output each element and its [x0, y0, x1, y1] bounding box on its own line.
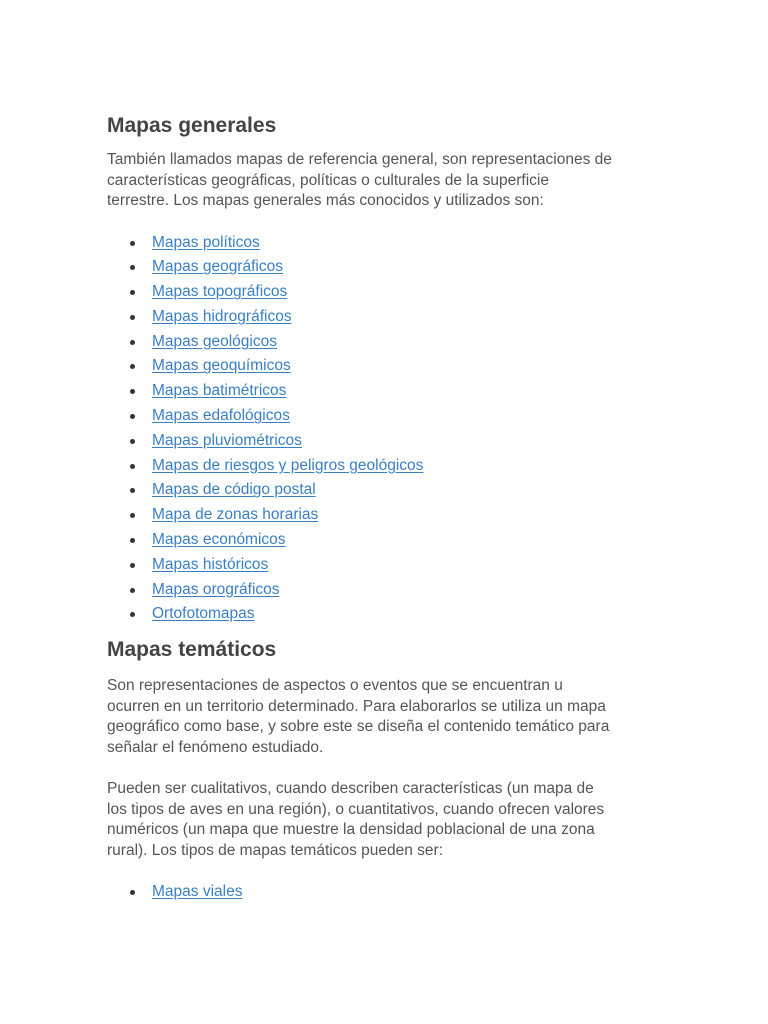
list-item: [107, 578, 667, 603]
paragraph-line: Son representaciones de aspectos o eventos que se encuentran u: [107, 677, 563, 695]
link-mapas-geoquimicos[interactable]: Mapas geoquímicos: [152, 357, 291, 375]
bullet-icon: [130, 588, 135, 593]
bullet-icon: [130, 464, 135, 469]
bullet-icon: [130, 241, 135, 246]
link-mapas-riesgos-geologicos[interactable]: Mapas de riesgos y peligros geológicos: [152, 456, 424, 474]
link-mapas-codigo-postal[interactable]: Mapas de código postal: [152, 481, 316, 499]
link-mapas-orograficos[interactable]: Mapas orográficos: [152, 580, 280, 598]
list-mapas-generales: [107, 231, 667, 628]
list-item: [107, 429, 667, 454]
link-mapas-politicos[interactable]: Mapas políticos: [152, 233, 260, 251]
list-item: [107, 255, 667, 280]
bullet-icon: [130, 364, 135, 369]
bullet-icon: [130, 265, 135, 270]
list-item: [107, 528, 667, 553]
link-mapas-geograficos[interactable]: Mapas geográficos: [152, 258, 283, 276]
link-mapas-pluviometricos[interactable]: Mapas pluviométricos: [152, 431, 302, 449]
list-item: [107, 379, 667, 404]
bullet-icon: [130, 488, 135, 493]
bullet-icon: [130, 439, 135, 444]
paragraph-line: También llamados mapas de referencia general, son representaciones de: [107, 151, 612, 168]
list-item: [107, 231, 667, 256]
paragraph-line: terrestre. Los mapas generales más conocidos y utilizados son:: [107, 192, 544, 209]
bullet-icon: [130, 340, 135, 345]
bullet-icon: [130, 290, 135, 295]
section-title-mapas-generales: Mapas generales: [107, 114, 277, 137]
bullet-icon: [130, 513, 135, 518]
link-mapas-edafologicos[interactable]: Mapas edafológicos: [152, 407, 290, 425]
list-item: [107, 478, 667, 503]
list-item: [107, 880, 667, 905]
list-item: [107, 305, 667, 330]
bullet-icon: [130, 389, 135, 394]
bullet-icon: [130, 315, 135, 320]
paragraph-mapas-tematicos-definition: [107, 676, 667, 758]
link-mapas-geologicos[interactable]: Mapas geológicos: [152, 332, 277, 350]
list-item: [107, 280, 667, 305]
link-mapa-zonas-horarias[interactable]: Mapa de zonas horarias: [152, 506, 319, 524]
paragraph-line: ocurren en un territorio determinado. Para elaborarlos se utiliza un mapa: [107, 697, 606, 715]
paragraph-line: Pueden ser cualitativos, cuando describen características (un mapa de: [107, 780, 594, 798]
paragraph-line: rural). Los tipos de mapas temáticos pueden ser:: [107, 841, 444, 859]
paragraph-mapas-tematicos-types: [107, 779, 667, 861]
article-content: [107, 112, 667, 905]
bullet-icon: [130, 538, 135, 543]
bullet-icon: [130, 890, 135, 895]
intro-paragraph-mapas-generales: [107, 150, 667, 212]
list-item: [107, 503, 667, 528]
section-title-mapas-tematicos: Mapas temáticos: [107, 638, 277, 662]
link-mapas-historicos[interactable]: Mapas históricos: [152, 555, 269, 573]
list-item: [107, 454, 667, 479]
list-mapas-tematicos: [107, 880, 667, 905]
paragraph-line: señalar el fenómeno estudiado.: [107, 738, 324, 756]
list-item: [107, 354, 667, 379]
bullet-icon: [130, 563, 135, 568]
bullet-icon: [130, 414, 135, 419]
link-mapas-viales[interactable]: Mapas viales: [152, 883, 243, 901]
list-item: [107, 330, 667, 355]
list-item: [107, 404, 667, 429]
link-mapas-economicos[interactable]: Mapas económicos: [152, 531, 286, 549]
paragraph-line: geográfico como base, y sobre este se diseña el contenido temático para: [107, 718, 610, 736]
list-item: [107, 602, 667, 627]
link-ortofotomapas[interactable]: Ortofotomapas: [152, 605, 255, 623]
bullet-icon: [130, 612, 135, 617]
link-mapas-topograficos[interactable]: Mapas topográficos: [152, 283, 288, 301]
link-mapas-batimetricos[interactable]: Mapas batimétricos: [152, 382, 287, 400]
list-item: [107, 553, 667, 578]
link-mapas-hidrograficos[interactable]: Mapas hidrográficos: [152, 307, 292, 325]
paragraph-line: numéricos (un mapa que muestre la densidad poblacional de una zona: [107, 821, 595, 839]
paragraph-line: características geográficas, políticas o culturales de la superficie: [107, 171, 549, 189]
paragraph-line: los tipos de aves en una región), o cuantitativos, cuando ofrecen valores: [107, 800, 605, 818]
